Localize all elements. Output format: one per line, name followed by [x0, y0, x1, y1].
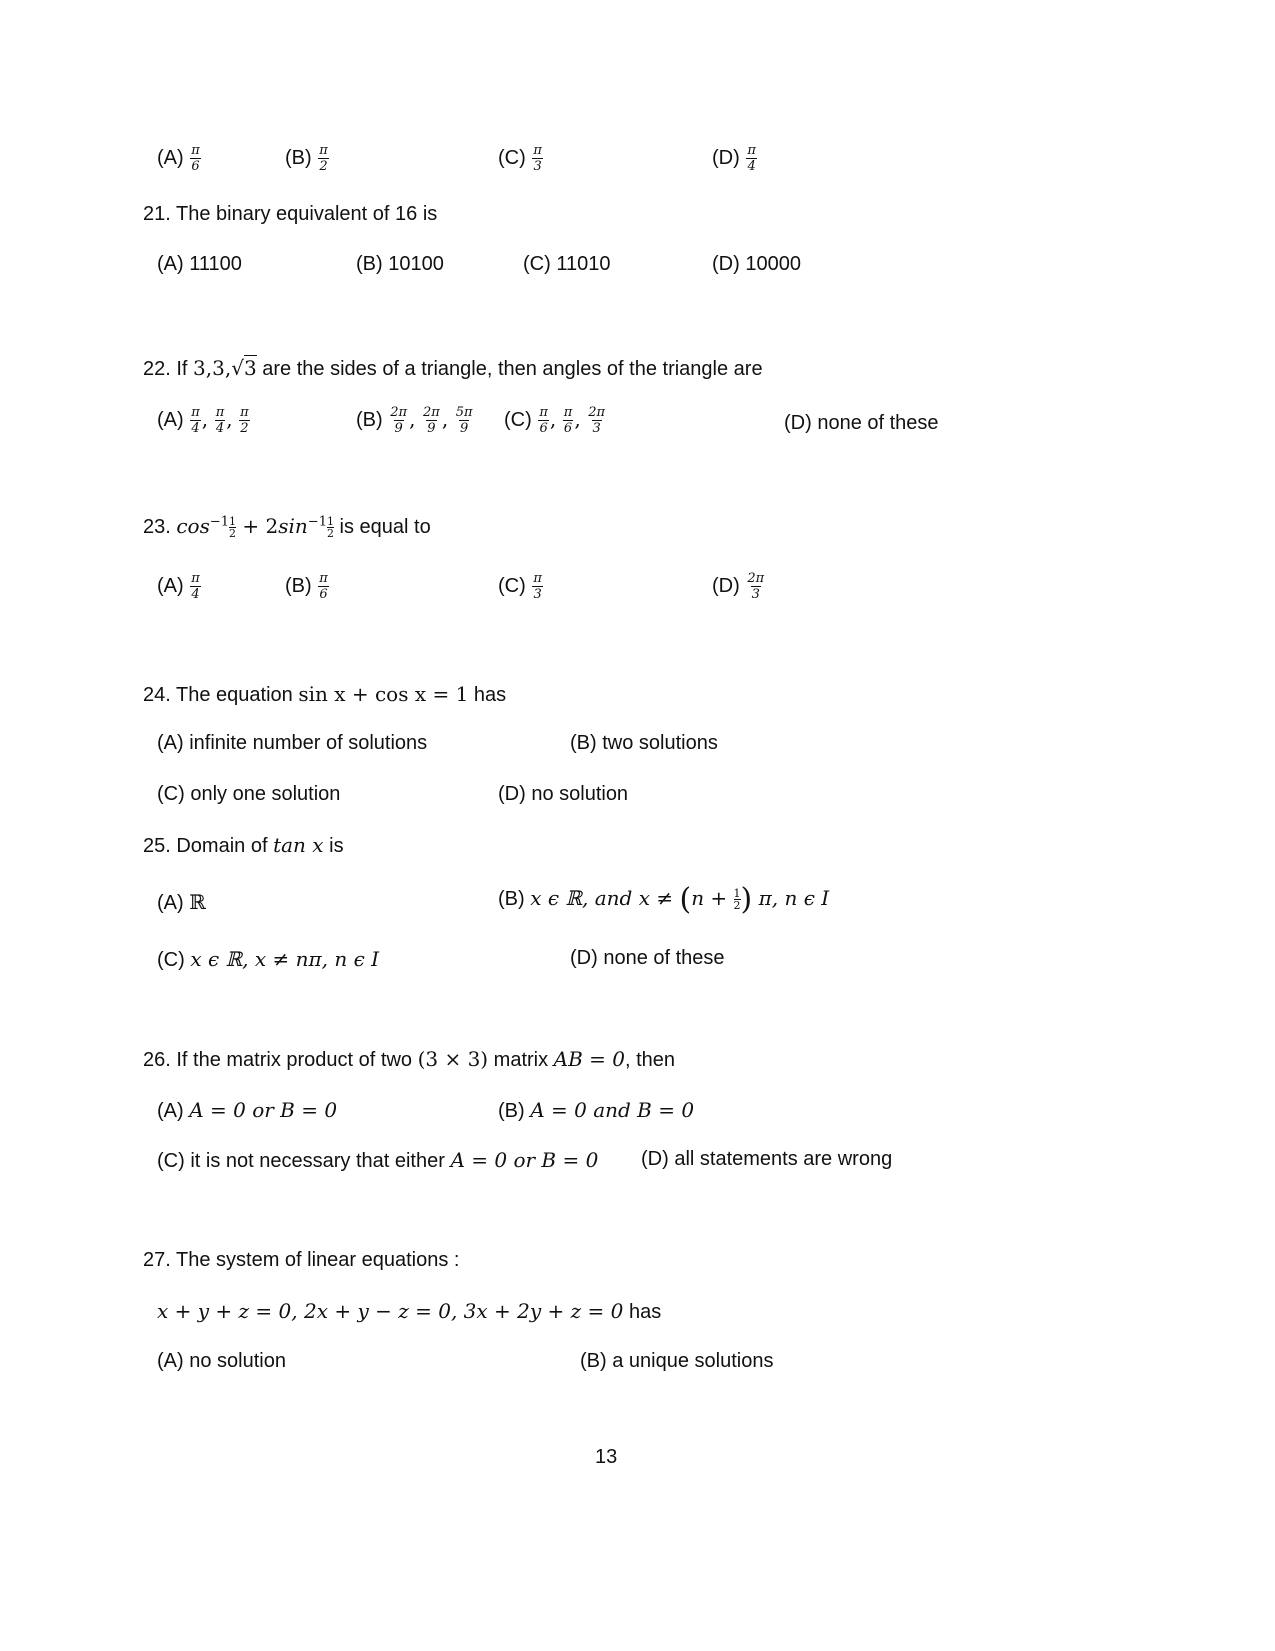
q22-question: 22. If 3,3,√3 are the sides of a triangle, then angles of the triangle are	[143, 356, 763, 380]
q27-option-b: (B) a unique solutions	[580, 1350, 774, 1372]
fraction: $\frac{5\pi}{9}$	[455, 405, 473, 436]
fraction: $\frac{\pi}{6}$	[319, 571, 328, 602]
q23-option-c: (C) $\frac{\pi}{3}$	[498, 571, 542, 602]
q23-question: 23. $\cos^{-1}$ $\frac{1}{2}$ + $2\sin^{-1}$ $\frac{1}{2}$ is equal to	[143, 514, 431, 541]
q21-option-c: (C) 11010	[523, 253, 611, 275]
q25-option-b: (B) x ϵ ℝ, and x ≠ (n + $\frac{1}{2}$ ) π, n ϵ I	[498, 882, 830, 917]
fraction: $\frac{\pi}{2}$	[319, 143, 328, 174]
fraction: $\frac{\pi}{6}$	[191, 143, 200, 174]
q26-option-a: (A) A = 0 or B = 0	[157, 1098, 338, 1122]
fraction: $\frac{\pi}{4}$	[215, 405, 225, 436]
q27-equations: x + y + z = 0, 2x + y − z = 0, 3x + 2y + z = 0 has	[157, 1299, 662, 1323]
q23-option-a: (A) $\frac{\pi}{4}$	[157, 571, 200, 602]
q20-option-b: (B) $\frac{\pi}{2}$	[285, 143, 328, 174]
fraction: $\frac{2\pi}{3}$	[588, 405, 606, 436]
fraction: $\frac{\pi}{4}$	[747, 143, 756, 174]
q22-option-b: (B) $\frac{2\pi}{9}$ , $\frac{2\pi}{9}$ , $\frac{5\pi}{9}$	[356, 405, 473, 436]
q27-option-a: (A) no solution	[157, 1350, 286, 1372]
q26-option-d: (D) all statements are wrong	[641, 1148, 893, 1170]
q21-option-d: (D) 10000	[712, 253, 801, 275]
fraction: $\frac{2\pi}{3}$	[747, 571, 765, 602]
fraction: $\frac{1}{2}$	[326, 515, 334, 541]
q21-option-b: (B) 10100	[356, 253, 444, 275]
q20-option-c: (C) $\frac{\pi}{3}$	[498, 143, 542, 174]
page-number: 13	[595, 1446, 618, 1468]
q24-option-b: (B) two solutions	[570, 732, 718, 754]
q20-option-a: (A) $\frac{\pi}{6}$	[157, 143, 200, 174]
q26-option-b: (B) A = 0 and B = 0	[498, 1098, 695, 1122]
q23-option-b: (B) $\frac{\pi}{6}$	[285, 571, 328, 602]
q24-option-c: (C) only one solution	[157, 783, 341, 805]
fraction: $\frac{\pi}{2}$	[240, 405, 249, 436]
q26-question: 26. If the matrix product of two (3 × 3) matrix AB = 0, then	[143, 1047, 676, 1071]
fraction: $\frac{\pi}{3}$	[533, 143, 542, 174]
q24-option-a: (A) infinite number of solutions	[157, 732, 428, 754]
q25-option-d: (D) none of these	[570, 947, 725, 969]
fraction: $\frac{\pi}{6}$	[539, 405, 548, 436]
q22-option-c: (C) $\frac{\pi}{6}$ , $\frac{\pi}{6}$ , $\frac{2\pi}{3}$	[504, 405, 606, 436]
q20-option-d: (D) $\frac{\pi}{4}$	[712, 143, 756, 174]
fraction: $\frac{2\pi}{9}$	[390, 405, 408, 436]
q27-question: 27. The system of linear equations :	[143, 1249, 460, 1271]
q21-question: 21. The binary equivalent of 16 is	[143, 203, 438, 225]
fraction: $\frac{\pi}{3}$	[533, 571, 542, 602]
q25-option-c: (C) x ϵ ℝ, x ≠ nπ, n ϵ I	[157, 947, 380, 971]
q21-option-a: (A) 11100	[157, 253, 242, 275]
fraction: $\frac{\pi}{6}$	[563, 405, 573, 436]
q24-question: 24. The equation sin x + cos x = 1 has	[143, 682, 507, 706]
q26-option-c: (C) it is not necessary that either A = 0 or B = 0	[157, 1148, 599, 1172]
q23-option-d: (D) $\frac{2\pi}{3}$	[712, 571, 765, 602]
q22-option-d: (D) none of these	[784, 412, 939, 434]
fraction: $\frac{1}{2}$	[229, 515, 237, 541]
fraction: $\frac{2\pi}{9}$	[422, 405, 440, 436]
fraction: $\frac{\pi}{4}$	[191, 571, 200, 602]
sqrt-symbol: √	[231, 356, 244, 380]
q24-option-d: (D) no solution	[498, 783, 629, 805]
fraction: $\frac{\pi}{4}$	[191, 405, 200, 436]
q25-option-a: (A) ℝ	[157, 890, 206, 914]
fraction: $\frac{1}{2}$	[733, 887, 741, 912]
q25-question: 25. Domain of tan x is	[143, 833, 344, 857]
q22-option-a: (A) $\frac{\pi}{4}$ , $\frac{\pi}{4}$ , $\frac{\pi}{2}$	[157, 405, 249, 436]
